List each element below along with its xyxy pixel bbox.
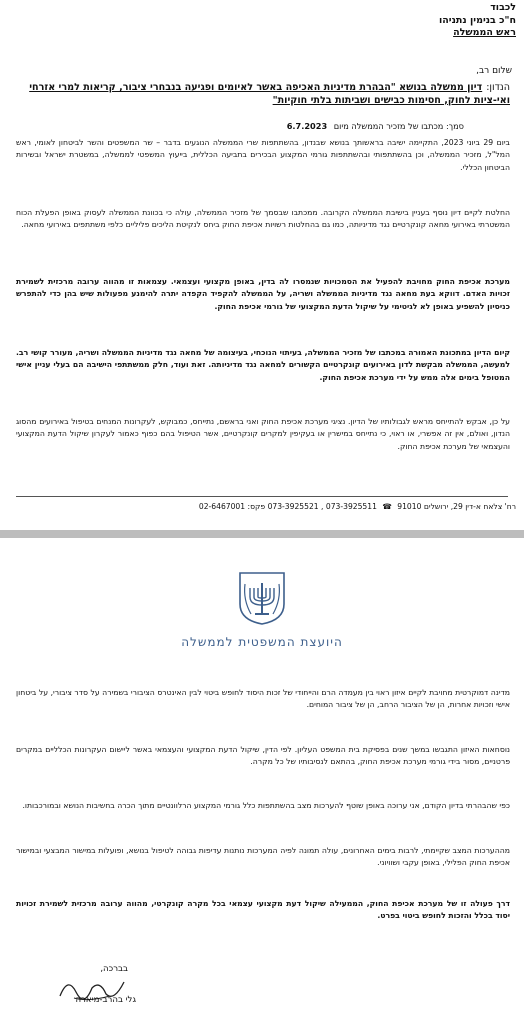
recipient-block [439, 2, 516, 40]
body-paragraph-bold: קיום הדיון במתכונת האמורה במכתבו של מזכיר הממשלה, בעיתוי הנוכחי, בעיצומה של מחאה נגד מדיניות הממשלה ושריה, מעורר קושי רב. למעשה, הממשלה מבקשת לדון באירועים קונקרטיים הקשורים למחאה נגד מדיניותה. זאת ועוד, חלק ממשתתפי הישיבה הם בעלי עניין אישי המטופל בימים אלה ממש על ידי מערכת אכיפת החוק. [16, 348, 510, 382]
reference-text: מכתבו של מזכיר הממשלה מיום [333, 121, 444, 131]
body-paragraph: מההערכות המצב שקיימתי, לרבות בימים האחרונים, עולה תמונה לפיה המערכות נותנות עדיפות גבוהה לטיפול בנושא, ופועלות במישור המבצעי ובמישור אכיפת החוק הפלילי, באופן עקבי ושוויוני. [16, 846, 510, 868]
office-title: היועצת המשפטית לממשלה [181, 635, 343, 649]
body-paragraph: כפי שהבהרתי בדיון הקודם, אני ערוכה באופן שוטף להערכות מצב בהשתתפות כלל גורמי המקצוע הרלוונטיים מתוך הכרה בחשיבות הנושא ובמורכבותו. [22, 801, 510, 810]
footer-address: רח' צלאח א-דין 29, ירושלים 91010 [397, 502, 516, 511]
state-emblem-icon [236, 570, 288, 626]
body-paragraph-bold: דרך פעולה זו של מערכת אכיפת החוק, הממעילה שיקול דעת מקצועי עצמאי בכל מקרה קונקרטי, מהווה ערובה מרכזית לשמירת זכויות יסוד בכלל והזכות לחופש ביטוי בפרט. [16, 899, 510, 921]
subject-text: דיון ממשלה בנושא "הבהרת מדיניות האכיפה באשר לאיומים ופגיעה בנבחרי ציבור, קריאות למרי אזרחי ואי-ציות לחוק, חסימות כבישים ושביתות בלתי חוקיות" [29, 82, 510, 106]
footer-fax: פקס: 02-6467001 [198, 502, 266, 511]
phone-icon: ☎ [382, 502, 392, 511]
recipient-line: ח"כ בנימין נתניהו [439, 14, 516, 26]
greeting: שלום רב, [476, 66, 512, 76]
body-paragraph: על כן, אבקש להתייחס מראש לגבולותיו של הדיון. נציגי מערכת אכיפת החוק ואני בראשם, נתייחס, כמבוקש, לעקרונות המנחים בטיפול באירועים מהסוג הנדון, ואולם, אין זה אפשרי, או ראוי, כי נתייחס במישרין או בעקיפין למקרים קונקרטיים, אשר הטיפול בהם כפוף כאמור לעקרון שיקול הדעת המקצועי והעצמאי של מערכת אכיפת החוק. [16, 417, 510, 451]
body-paragraph: ביום 29 ביוני 2023, התקיימה ישיבה בראשותך בנושא שבנדון, בהשתתפות שרי הממשלה הנוגעים בדבר – שר המשפטים והשר לביטחון לאומי, ראש המל"ל, מזכיר הממשלה, וכן בהשתתפותי ובהשתתפות גורמי המקצוע הבכירים בתביעה הכללית, בייעוץ המשפטי לממשלה, במשטרת ישראל ובשירות הביטחון הכללי. [16, 138, 510, 172]
recipient-line: לכבוד [490, 2, 516, 13]
letter-page-2 [0, 538, 524, 1028]
body-paragraph-bold: מערכת אכיפת החוק מחויבת להפעיל את הסמכויות שנמסרו לה בדין, באופן מקצועי ועצמאי. עצמאות זו מהווה ערובה מרכזית לשמירת זכויות האדם. דווקא בעת מחאה נגד מדיניות הממשלה ושריה, על הממשלה להקפיד הקפדה יתרה להימנע מפעולות שיש בהן כדי להתפרש כניסיון להשפיע באופן לא לגיטימי על שיקול הדעת המקצועי של גורמי אכיפת החוק. [16, 277, 510, 311]
reference-label: סמך: [445, 121, 464, 131]
body-paragraph: נוסחאות האיזון התגבשו במשך שנים בפסיקת בית המשפט העליון. לפי הדין, שיקול הדעת המקצועי והעצמאי באשר ליישום העקרונות הכלליים במקרים פרטניים, מסור בידי גורמי מערכת אכיפת החוק, בהתאם לנסיבותיו של כל מקרה. [16, 745, 510, 767]
footer-divider [16, 496, 508, 497]
footer-phones: 073-3925511 , 073-3925521 [267, 502, 377, 511]
footer [199, 502, 516, 511]
signatory-name: גלי בהרב-מיארה [75, 995, 136, 1005]
recipient-line: ראש הממשלה [453, 27, 516, 38]
body-paragraph: החלטת לקיים דיון נוסף בעניין בישיבת הממשלה הקרובה. ממכתבו שבסמך של מזכיר הממשלה, עולה כי בכוונת הממשלה לעסוק באופן הפעלת הכוח המשטרתי באירועי מחאה קונקרטיים נגד מדיניותה, כמו גם בהחלטות רשויות אכיפת החוק ביחס לנקיטת הליכים פליליים כלפי משתתפים באירועי מחאה. [16, 208, 510, 230]
reference-date: 6.7.2023 [286, 121, 328, 131]
subject-label: הנדון: [486, 82, 510, 93]
body-paragraph: מדינה דמוקרטית מחויבת לקיים איזון ראוי בין מעמדה הרם והייחודי של זכות היסוד לחופש ביטוי לבין האינטרס הציבורי בשמירה על סדר ציבורי, על ביטחון אישי וזכויות אחרות, הן של הציבור הרחב, הן של ציבור המוחים. [16, 688, 510, 710]
closing: בברכה, [100, 964, 128, 974]
subject [18, 82, 510, 107]
reference-line [287, 121, 464, 131]
